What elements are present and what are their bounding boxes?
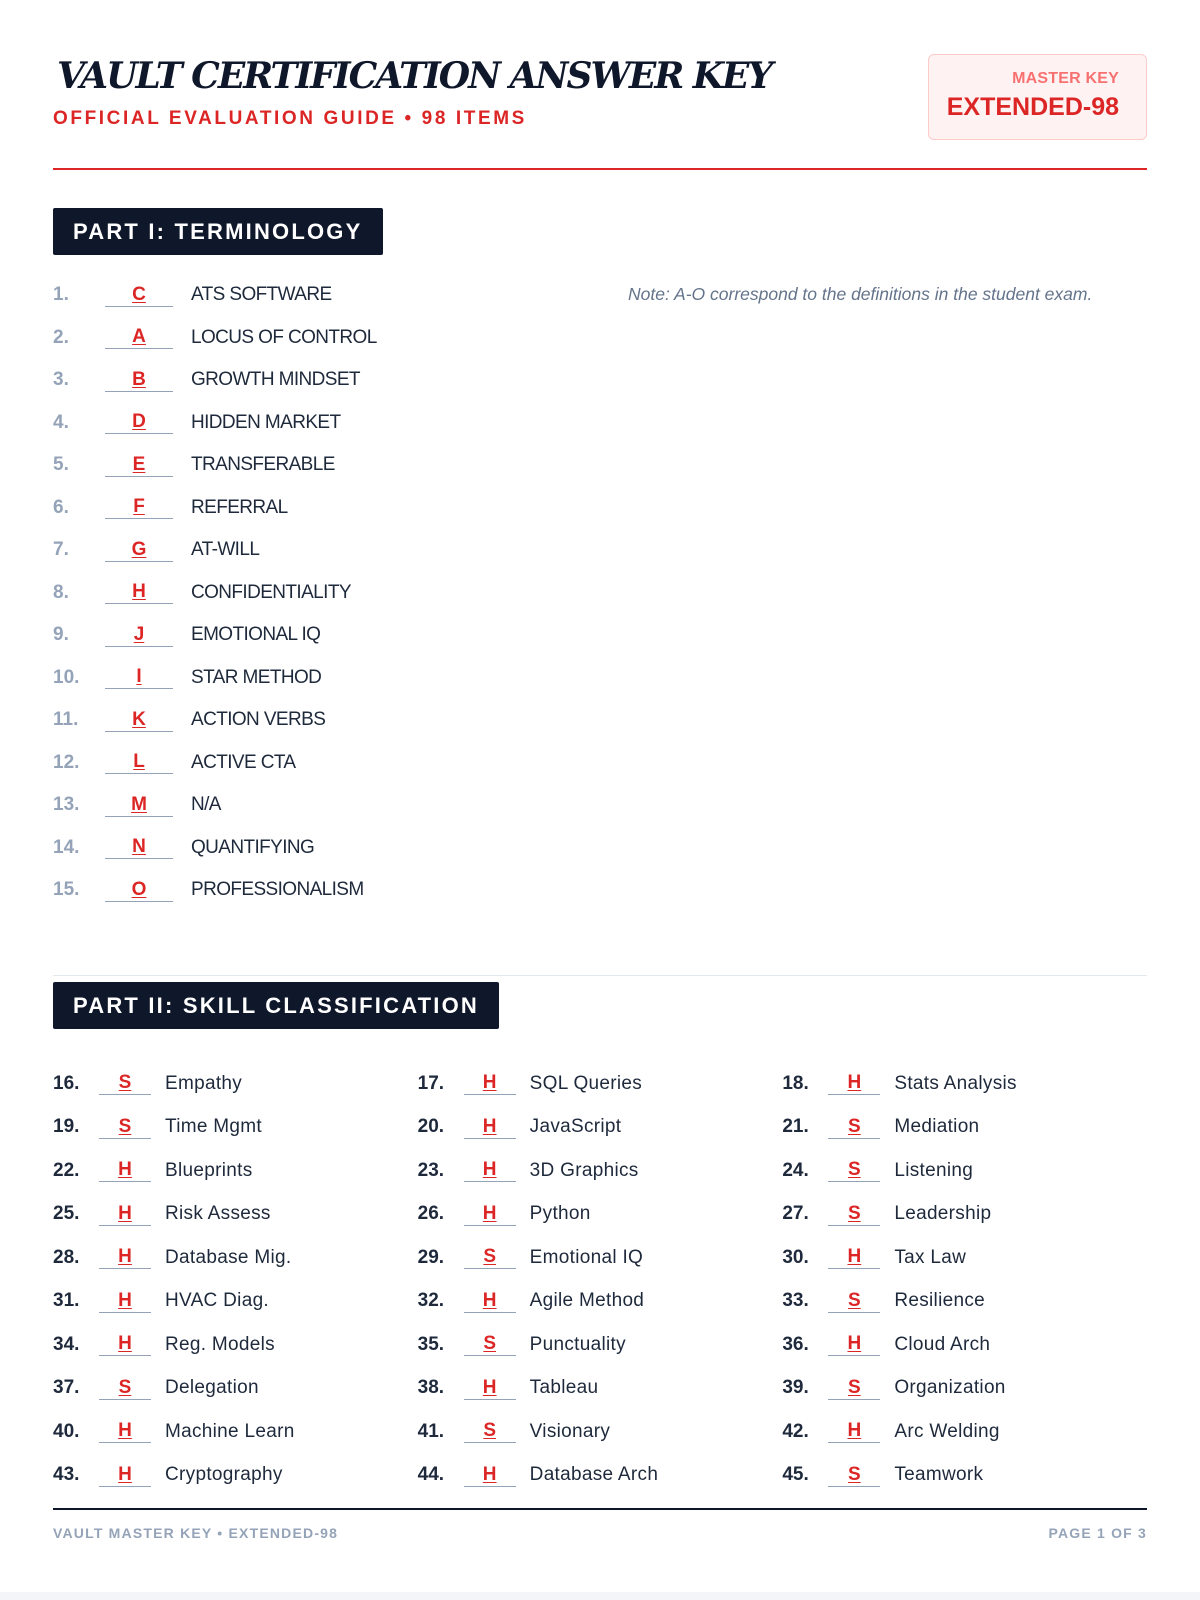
document-subtitle: OFFICIAL EVALUATION GUIDE • 98 ITEMS (53, 108, 527, 129)
answer-letter: H (464, 1377, 516, 1400)
item-number: 28. (53, 1246, 80, 1268)
answer-letter: O (105, 879, 173, 902)
item-number: 39. (782, 1377, 809, 1399)
skill-label: Tableau (529, 1377, 599, 1399)
item-number: 12. (53, 751, 80, 773)
footer-page-number: PAGE 1 OF 3 (1048, 1525, 1147, 1541)
item-number: 29. (417, 1246, 445, 1268)
terminology-row (53, 317, 377, 360)
answer-letter: S (828, 1159, 880, 1182)
answer-letter: S (99, 1072, 151, 1095)
terminology-row (53, 657, 377, 700)
answer-letter: S (828, 1116, 880, 1139)
skill-label: Reg. Models (165, 1333, 275, 1355)
skill-item (782, 1159, 1147, 1182)
skill-label: 3D Graphics (529, 1159, 639, 1181)
item-number: 26. (417, 1203, 445, 1225)
answer-letter: D (105, 411, 173, 434)
item-number: 6. (53, 496, 69, 518)
skill-row (53, 1193, 1147, 1237)
skill-label: Tax Law (894, 1246, 967, 1268)
skill-label: Stats Analysis (894, 1072, 1017, 1094)
answer-letter: B (105, 369, 173, 392)
term-label: GROWTH MINDSET (191, 369, 360, 391)
part1-heading: PART I: TERMINOLOGY (53, 208, 383, 255)
skill-label: Listening (894, 1159, 974, 1181)
answer-letter: S (828, 1203, 880, 1226)
terminology-row (53, 614, 377, 657)
answer-letter: H (828, 1072, 880, 1095)
item-number: 21. (782, 1116, 809, 1138)
skill-row (53, 1367, 1147, 1411)
answer-letter: F (105, 496, 173, 519)
skill-item (53, 1116, 418, 1139)
terminology-row (53, 784, 377, 827)
answer-letter: H (464, 1072, 516, 1095)
term-label: EMOTIONAL IQ (191, 624, 321, 646)
skill-item (53, 1072, 418, 1095)
item-number: 34. (53, 1333, 80, 1355)
answer-letter: H (99, 1290, 151, 1313)
master-key-label: MASTER KEY (1012, 70, 1119, 87)
item-number: 41. (417, 1420, 445, 1442)
skill-label: Organization (894, 1377, 1006, 1399)
terminology-row (53, 699, 377, 742)
skill-item (782, 1203, 1147, 1226)
answer-letter: H (99, 1246, 151, 1269)
answer-letter: H (464, 1290, 516, 1313)
skill-item (53, 1159, 418, 1182)
item-number: 36. (782, 1333, 809, 1355)
skill-item (53, 1464, 418, 1487)
terminology-row (53, 274, 377, 317)
terminology-row (53, 869, 377, 912)
item-number: 38. (417, 1377, 445, 1399)
skill-row (53, 1236, 1147, 1280)
term-label: ACTION VERBS (191, 709, 326, 731)
answer-letter: S (464, 1246, 516, 1269)
skill-item (53, 1203, 418, 1226)
item-number: 45. (782, 1464, 809, 1486)
item-number: 24. (782, 1159, 809, 1181)
master-key-badge (928, 54, 1147, 140)
section-divider (53, 975, 1147, 976)
skill-row (53, 1106, 1147, 1150)
term-label: PROFESSIONALISM (191, 879, 364, 901)
skill-label: Punctuality (529, 1333, 626, 1355)
item-number: 30. (782, 1246, 809, 1268)
item-number: 27. (782, 1203, 809, 1225)
answer-letter: H (99, 1333, 151, 1356)
skill-label: Risk Assess (165, 1203, 271, 1225)
skill-row (53, 1454, 1147, 1498)
term-label: ACTIVE CTA (191, 751, 296, 773)
skill-label: SQL Queries (529, 1072, 643, 1094)
skill-item (782, 1377, 1147, 1400)
skill-item (418, 1203, 783, 1226)
item-number: 19. (53, 1116, 80, 1138)
skill-item (418, 1333, 783, 1356)
item-number: 35. (417, 1333, 445, 1355)
skill-label: Cryptography (165, 1464, 283, 1486)
item-number: 8. (53, 581, 69, 603)
term-label: STAR METHOD (191, 666, 322, 688)
skill-item (782, 1246, 1147, 1269)
master-key-code: EXTENDED-98 (946, 93, 1119, 121)
answer-letter: H (464, 1464, 516, 1487)
answer-letter: L (105, 751, 173, 774)
answer-letter: I (105, 666, 173, 689)
document-title: VAULT CERTIFICATION ANSWER KEY (57, 55, 772, 97)
answer-letter: H (828, 1333, 880, 1356)
part2-heading: PART II: SKILL CLASSIFICATION (53, 982, 499, 1029)
skill-row (53, 1062, 1147, 1106)
term-label: LOCUS OF CONTROL (191, 326, 377, 348)
document-header (53, 0, 1147, 170)
skill-classification-grid (53, 1062, 1147, 1497)
skill-row (53, 1149, 1147, 1193)
item-number: 20. (417, 1116, 445, 1138)
answer-letter: H (99, 1420, 151, 1443)
skill-item (418, 1246, 783, 1269)
skill-label: Agile Method (529, 1290, 645, 1312)
item-number: 31. (53, 1290, 80, 1312)
term-label: N/A (191, 794, 221, 816)
terminology-row (53, 742, 377, 785)
skill-item (418, 1377, 783, 1400)
skill-row (53, 1323, 1147, 1367)
item-number: 11. (53, 709, 79, 731)
item-number: 17. (417, 1072, 445, 1094)
skill-row (53, 1410, 1147, 1454)
skill-label: Leadership (894, 1203, 992, 1225)
answer-letter: H (828, 1246, 880, 1269)
item-number: 32. (417, 1290, 445, 1312)
skill-label: Time Mgmt (165, 1116, 262, 1138)
skill-item (53, 1290, 418, 1313)
terminology-row (53, 572, 377, 615)
item-number: 10. (53, 666, 80, 688)
item-number: 16. (53, 1072, 80, 1094)
terminology-row (53, 487, 377, 530)
answer-letter: A (105, 326, 173, 349)
skill-label: Delegation (165, 1377, 259, 1399)
skill-label: Arc Welding (894, 1420, 1000, 1442)
term-label: TRANSFERABLE (191, 454, 335, 476)
item-number: 42. (782, 1420, 809, 1442)
answer-letter: S (828, 1290, 880, 1313)
answer-letter: H (464, 1203, 516, 1226)
answer-letter: M (105, 794, 173, 817)
skill-label: Blueprints (165, 1159, 253, 1181)
term-label: QUANTIFYING (191, 836, 315, 858)
skill-label: Resilience (894, 1290, 985, 1312)
term-label: HIDDEN MARKET (191, 411, 341, 433)
terminology-row (53, 359, 377, 402)
skill-label: Visionary (529, 1420, 611, 1442)
skill-label: Empathy (165, 1072, 243, 1094)
skill-item (418, 1159, 783, 1182)
item-number: 40. (53, 1420, 80, 1442)
answer-letter: N (105, 836, 173, 859)
skill-item (782, 1116, 1147, 1139)
item-number: 4. (53, 411, 69, 433)
skill-item (782, 1290, 1147, 1313)
skill-label: Python (529, 1203, 591, 1225)
terminology-list (53, 274, 377, 912)
skill-item (53, 1377, 418, 1400)
answer-letter: S (464, 1420, 516, 1443)
item-number: 7. (53, 539, 69, 561)
skill-item (418, 1116, 783, 1139)
term-label: REFERRAL (191, 496, 288, 518)
skill-label: Emotional IQ (529, 1246, 644, 1268)
item-number: 25. (53, 1203, 80, 1225)
terminology-row (53, 444, 377, 487)
page-footer (53, 1508, 1147, 1541)
term-label: ATS SOFTWARE (191, 284, 332, 306)
answer-letter: S (99, 1116, 151, 1139)
answer-letter: C (105, 284, 173, 307)
term-label: AT-WILL (191, 539, 260, 561)
skill-label: Mediation (894, 1116, 980, 1138)
answer-letter: S (828, 1464, 880, 1487)
footer-document-id: VAULT MASTER KEY • EXTENDED-98 (53, 1525, 339, 1541)
skill-label: JavaScript (529, 1116, 622, 1138)
skill-label: Database Mig. (165, 1246, 292, 1268)
skill-label: HVAC Diag. (165, 1290, 270, 1312)
answer-letter: H (464, 1159, 516, 1182)
item-number: 37. (53, 1377, 80, 1399)
skill-row (53, 1280, 1147, 1324)
item-number: 43. (53, 1464, 80, 1486)
answer-letter: H (99, 1203, 151, 1226)
answer-letter: H (828, 1420, 880, 1443)
answer-letter: H (99, 1159, 151, 1182)
skill-label: Machine Learn (165, 1420, 295, 1442)
terminology-row (53, 402, 377, 445)
skill-item (418, 1464, 783, 1487)
item-number: 44. (417, 1464, 445, 1486)
item-number: 23. (417, 1159, 445, 1181)
item-number: 14. (53, 836, 80, 858)
item-number: 15. (53, 879, 80, 901)
skill-item (418, 1420, 783, 1443)
skill-item (782, 1420, 1147, 1443)
answer-letter: H (105, 581, 173, 604)
answer-letter: H (99, 1464, 151, 1487)
skill-item (782, 1333, 1147, 1356)
answer-letter: H (464, 1116, 516, 1139)
item-number: 3. (53, 369, 69, 391)
answer-letter: E (105, 454, 173, 477)
answer-letter: S (99, 1377, 151, 1400)
skill-item (53, 1420, 418, 1443)
terminology-row (53, 827, 377, 870)
skill-label: Database Arch (529, 1464, 659, 1486)
skill-label: Cloud Arch (894, 1333, 991, 1355)
item-number: 33. (782, 1290, 809, 1312)
terminology-row (53, 529, 377, 572)
item-number: 9. (53, 624, 69, 646)
item-number: 18. (782, 1072, 809, 1094)
answer-letter: S (828, 1377, 880, 1400)
item-number: 2. (53, 326, 69, 348)
item-number: 13. (53, 794, 80, 816)
skill-item (53, 1246, 418, 1269)
answer-letter: K (105, 709, 173, 732)
skill-item (782, 1072, 1147, 1095)
skill-item (418, 1290, 783, 1313)
skill-item (782, 1464, 1147, 1487)
answer-letter: S (464, 1333, 516, 1356)
term-label: CONFIDENTIALITY (191, 581, 351, 603)
skill-item (418, 1072, 783, 1095)
answer-letter: J (105, 624, 173, 647)
skill-item (53, 1333, 418, 1356)
answer-letter: G (105, 539, 173, 562)
terminology-note: Note: A-O correspond to the definitions in the student exam. (628, 284, 1093, 304)
item-number: 5. (53, 454, 69, 476)
skill-label: Teamwork (894, 1464, 984, 1486)
item-number: 1. (53, 284, 69, 306)
item-number: 22. (53, 1159, 80, 1181)
